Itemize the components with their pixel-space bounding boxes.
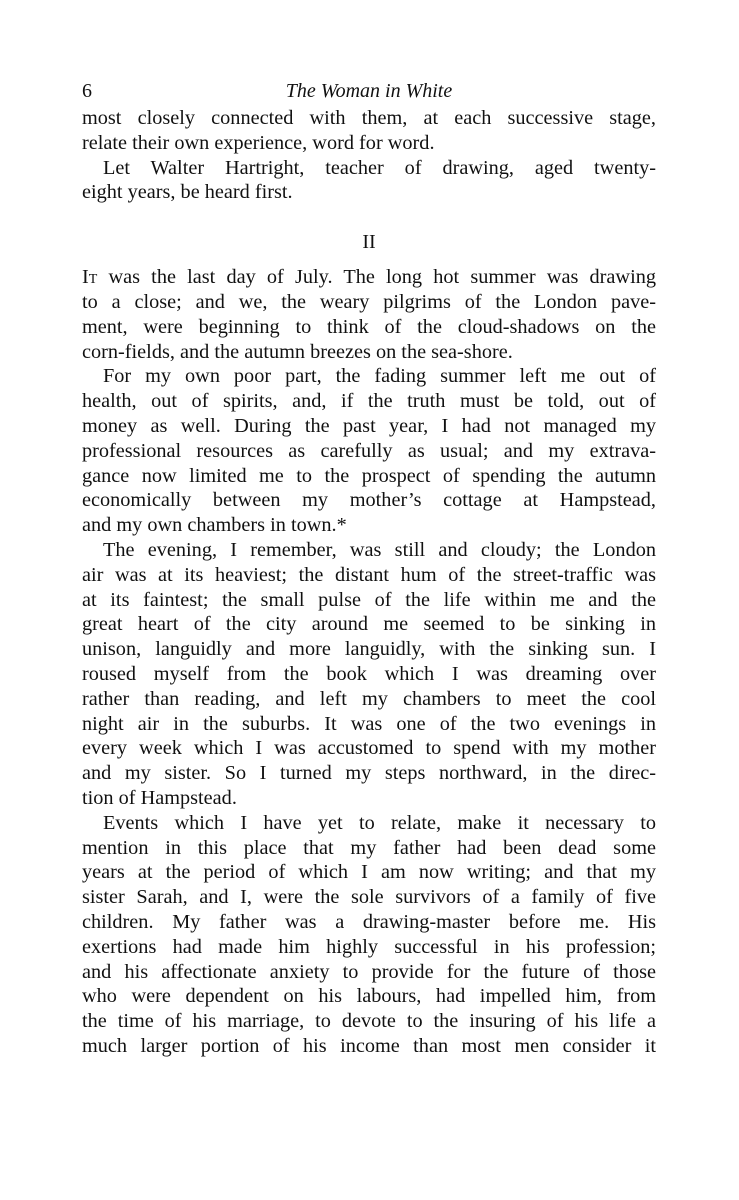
text-line: economically between my mother’s cottage at Hampstead, xyxy=(82,489,656,512)
text-line: rather than reading, and left my chambers to meet the cool xyxy=(82,687,656,710)
text-line: relate their own experience, word for word. xyxy=(82,131,435,154)
text-line: who were dependent on his labours, had impelled him, from xyxy=(82,985,656,1008)
text-line: years at the period of which I am now writing; and that my xyxy=(82,861,656,884)
text-line: Let Walter Hartright, teacher of drawing, aged twenty- xyxy=(103,156,656,179)
running-header xyxy=(82,76,656,106)
text-line: mention in this place that my father had been dead some xyxy=(82,836,656,859)
text-line: most closely connected with them, at each successive stage, xyxy=(82,107,656,129)
text-line: exertions had made him highly successful in his profession; xyxy=(82,935,656,958)
body-text xyxy=(82,106,656,1059)
text-line: corn-fields, and the autumn breezes on the sea-shore. xyxy=(82,340,513,363)
text-line: every week which I was accustomed to spend with my mother xyxy=(82,737,656,760)
text-line: Events which I have yet to relate, make it necessary to xyxy=(103,811,656,834)
text-line: professional resources as carefully as usual; and my extrava- xyxy=(82,439,656,462)
text-line: The evening, I remember, was still and cloudy; the London xyxy=(103,538,656,561)
text-line: much larger portion of his income than most men consider it xyxy=(82,1034,656,1057)
text-line-rest: was the last day of July. The long hot summer was drawing xyxy=(97,266,656,289)
text-line: eight years, be heard first. xyxy=(82,181,293,204)
text-line: and his affectionate anxiety to provide for the future of those xyxy=(82,960,656,983)
text-line: ment, were beginning to think of the cloud-shadows on the xyxy=(82,315,656,338)
text-line: to a close; and we, the weary pilgrims of the London pave- xyxy=(82,290,656,313)
text-line: unison, languidly and more languidly, with the sinking sun. I xyxy=(82,638,656,661)
text-line: For my own poor part, the fading summer left me out of xyxy=(103,365,656,388)
text-line: great heart of the city around me seemed to be sinking in xyxy=(82,613,656,636)
page-number: 6 xyxy=(82,80,92,102)
text-line: children. My father was a drawing-master before me. His xyxy=(82,910,656,933)
text-line: air was at its heaviest; the distant hum of the street-traffic was xyxy=(82,563,656,586)
text-line xyxy=(82,265,656,290)
text-line: night air in the suburbs. It was one of the two evenings in xyxy=(82,712,656,735)
text-line: sister Sarah, and I, were the sole survivors of a family of five xyxy=(82,886,656,909)
running-title: The Woman in White xyxy=(285,80,453,102)
book-page xyxy=(82,76,656,1059)
text-line: and my own chambers in town.* xyxy=(82,514,347,537)
chapter-heading: II xyxy=(362,231,376,254)
chapter-opening-word: It xyxy=(82,266,98,289)
text-line: and my sister. So I turned my steps northward, in the direc- xyxy=(82,762,656,785)
text-line: at its faintest; the small pulse of the life within me and the xyxy=(82,588,656,611)
text-line: tion of Hampstead. xyxy=(82,786,237,809)
text-line: gance now limited me to the prospect of spending the autumn xyxy=(82,464,656,487)
text-line: money as well. During the past year, I had not managed my xyxy=(82,414,656,437)
text-line: roused myself from the book which I was dreaming over xyxy=(82,662,656,685)
text-line: the time of his marriage, to devote to the insuring of his life a xyxy=(82,1010,656,1033)
text-line: health, out of spirits, and, if the truth must be told, out of xyxy=(82,390,656,413)
